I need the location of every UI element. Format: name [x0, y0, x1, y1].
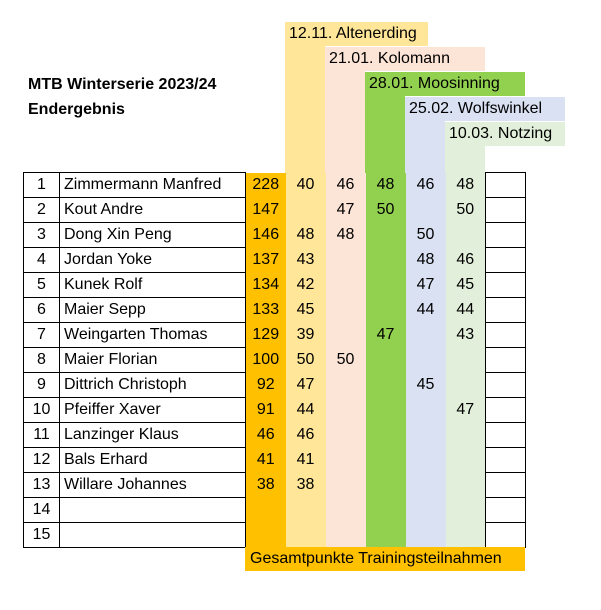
total-points-cell: 100 [246, 348, 286, 373]
sheet-subtitle: Endergebnis [28, 101, 125, 118]
total-points-cell: 146 [246, 223, 286, 248]
race-score-cell: 45 [406, 373, 446, 398]
rider-name-cell: Maier Sepp [60, 298, 246, 323]
race-score-cell: 46 [326, 173, 366, 198]
race-score-cell [366, 448, 406, 473]
race-score-cell [326, 298, 366, 323]
table-row [24, 173, 526, 198]
race-score-cell [326, 448, 366, 473]
race-score-cell: 43 [446, 323, 486, 348]
race-score-cell [326, 473, 366, 498]
race-header-label: 28.01. Moosinning [365, 72, 525, 96]
rider-name-cell: Pfeiffer Xaver [60, 398, 246, 423]
rider-name-cell: Kout Andre [60, 198, 246, 223]
rank-cell: 11 [24, 423, 60, 448]
race-score-cell [446, 223, 486, 248]
race-score-cell [446, 373, 486, 398]
total-points-cell: 38 [246, 473, 286, 498]
race-score-cell: 47 [326, 198, 366, 223]
results-table-body [24, 173, 526, 548]
rank-cell: 15 [24, 523, 60, 548]
race-score-cell: 43 [286, 248, 326, 273]
rank-cell: 4 [24, 248, 60, 273]
race-score-cell: 48 [446, 173, 486, 198]
race-score-cell [446, 523, 486, 548]
race-score-cell [286, 198, 326, 223]
race-score-cell: 50 [286, 348, 326, 373]
race-score-cell [406, 323, 446, 348]
race-score-cell [446, 423, 486, 448]
total-points-cell: 133 [246, 298, 286, 323]
race-score-cell: 48 [286, 223, 326, 248]
total-points-cell: 91 [246, 398, 286, 423]
extra-cell [486, 473, 526, 498]
rank-cell: 5 [24, 273, 60, 298]
race-score-cell [326, 273, 366, 298]
race-score-cell [326, 248, 366, 273]
rank-cell: 1 [24, 173, 60, 198]
rank-cell: 10 [24, 398, 60, 423]
race-score-cell [406, 198, 446, 223]
extra-cell [486, 423, 526, 448]
race-score-cell [406, 523, 446, 548]
extra-cell [486, 173, 526, 198]
race-score-cell [366, 223, 406, 248]
table-row [24, 273, 526, 298]
race-score-cell [326, 398, 366, 423]
race-header-label: 10.03. Notzing [445, 122, 565, 146]
race-score-cell [286, 498, 326, 523]
race-score-cell [326, 498, 366, 523]
race-score-cell [366, 398, 406, 423]
total-points-cell: 46 [246, 423, 286, 448]
extra-cell [486, 523, 526, 548]
rank-cell: 8 [24, 348, 60, 373]
race-score-cell [326, 373, 366, 398]
race-score-cell [406, 348, 446, 373]
table-row [24, 348, 526, 373]
rider-name-cell: Bals Erhard [60, 448, 246, 473]
race-score-cell [286, 523, 326, 548]
race-score-cell: 50 [446, 198, 486, 223]
table-row [24, 373, 526, 398]
race-header-label: 21.01. Kolomann [325, 47, 485, 71]
table-row [24, 523, 526, 548]
total-points-cell: 92 [246, 373, 286, 398]
race-score-cell: 40 [286, 173, 326, 198]
table-row [24, 248, 526, 273]
total-points-cell: 137 [246, 248, 286, 273]
rank-cell: 13 [24, 473, 60, 498]
race-score-cell: 44 [446, 298, 486, 323]
race-score-cell: 48 [406, 248, 446, 273]
total-points-cell: 228 [246, 173, 286, 198]
extra-cell [486, 323, 526, 348]
total-points-cell: 134 [246, 273, 286, 298]
race-score-cell [446, 348, 486, 373]
total-points-cell [246, 498, 286, 523]
race-score-cell [366, 273, 406, 298]
rider-name-cell: Jordan Yoke [60, 248, 246, 273]
rank-cell: 9 [24, 373, 60, 398]
extra-cell [486, 498, 526, 523]
extra-cell [486, 273, 526, 298]
race-score-cell: 46 [286, 423, 326, 448]
race-score-cell [406, 398, 446, 423]
race-score-cell [366, 373, 406, 398]
race-score-cell: 47 [406, 273, 446, 298]
extra-cell [486, 373, 526, 398]
race-score-cell: 45 [286, 298, 326, 323]
rider-name-cell [60, 523, 246, 548]
race-score-cell [406, 498, 446, 523]
extra-cell [486, 223, 526, 248]
rank-cell: 3 [24, 223, 60, 248]
rider-name-cell: Dong Xin Peng [60, 223, 246, 248]
race-score-cell [326, 523, 366, 548]
race-score-cell [406, 448, 446, 473]
race-score-cell [446, 498, 486, 523]
extra-cell [486, 448, 526, 473]
race-score-cell [406, 473, 446, 498]
table-row [24, 323, 526, 348]
extra-cell [486, 398, 526, 423]
rider-name-cell: Willare Johannes [60, 473, 246, 498]
rider-name-cell: Zimmermann Manfred [60, 173, 246, 198]
extra-cell [486, 298, 526, 323]
race-score-cell: 47 [286, 373, 326, 398]
race-score-cell [326, 323, 366, 348]
rank-cell: 7 [24, 323, 60, 348]
rank-cell: 2 [24, 198, 60, 223]
race-score-cell: 48 [366, 173, 406, 198]
race-score-cell: 50 [366, 198, 406, 223]
race-score-cell [366, 423, 406, 448]
rank-cell: 6 [24, 298, 60, 323]
extra-cell [486, 348, 526, 373]
race-score-cell: 38 [286, 473, 326, 498]
table-row [24, 423, 526, 448]
footer-legend: Gesamtpunkte Trainingsteilnahmen [245, 547, 525, 571]
race-header-label: 25.02. Wolfswinkel [405, 97, 565, 121]
rider-name-cell: Lanzinger Klaus [60, 423, 246, 448]
race-score-cell [366, 248, 406, 273]
table-row [24, 473, 526, 498]
race-score-cell [366, 498, 406, 523]
rider-name-cell: Maier Florian [60, 348, 246, 373]
rank-cell: 12 [24, 448, 60, 473]
race-score-cell: 46 [446, 248, 486, 273]
race-score-cell [446, 448, 486, 473]
race-header-label: 12.11. Altenerding [285, 22, 428, 46]
total-points-cell: 41 [246, 448, 286, 473]
race-score-cell: 44 [406, 298, 446, 323]
table-row [24, 198, 526, 223]
race-score-cell [366, 348, 406, 373]
race-score-cell: 50 [326, 348, 366, 373]
race-score-cell: 46 [406, 173, 446, 198]
table-row [24, 298, 526, 323]
table-row [24, 498, 526, 523]
total-points-cell: 147 [246, 198, 286, 223]
race-score-cell: 47 [366, 323, 406, 348]
race-score-cell [366, 298, 406, 323]
race-score-cell [366, 473, 406, 498]
rank-cell: 14 [24, 498, 60, 523]
race-score-cell: 50 [406, 223, 446, 248]
rider-name-cell: Kunek Rolf [60, 273, 246, 298]
race-score-cell: 48 [326, 223, 366, 248]
race-score-cell: 42 [286, 273, 326, 298]
race-score-cell: 44 [286, 398, 326, 423]
total-points-cell: 129 [246, 323, 286, 348]
race-score-cell: 39 [286, 323, 326, 348]
extra-cell [486, 248, 526, 273]
table-row [24, 448, 526, 473]
results-table [23, 172, 526, 548]
total-points-cell [246, 523, 286, 548]
race-score-cell: 41 [286, 448, 326, 473]
rider-name-cell: Weingarten Thomas [60, 323, 246, 348]
race-score-cell [366, 523, 406, 548]
extra-cell [486, 198, 526, 223]
race-score-cell: 45 [446, 273, 486, 298]
race-score-cell [406, 423, 446, 448]
table-row [24, 398, 526, 423]
race-score-cell: 47 [446, 398, 486, 423]
race-score-cell [326, 423, 366, 448]
table-row [24, 223, 526, 248]
race-score-cell [446, 473, 486, 498]
rider-name-cell: Dittrich Christoph [60, 373, 246, 398]
sheet-title: MTB Winterserie 2023/24 [28, 76, 217, 93]
rider-name-cell [60, 498, 246, 523]
